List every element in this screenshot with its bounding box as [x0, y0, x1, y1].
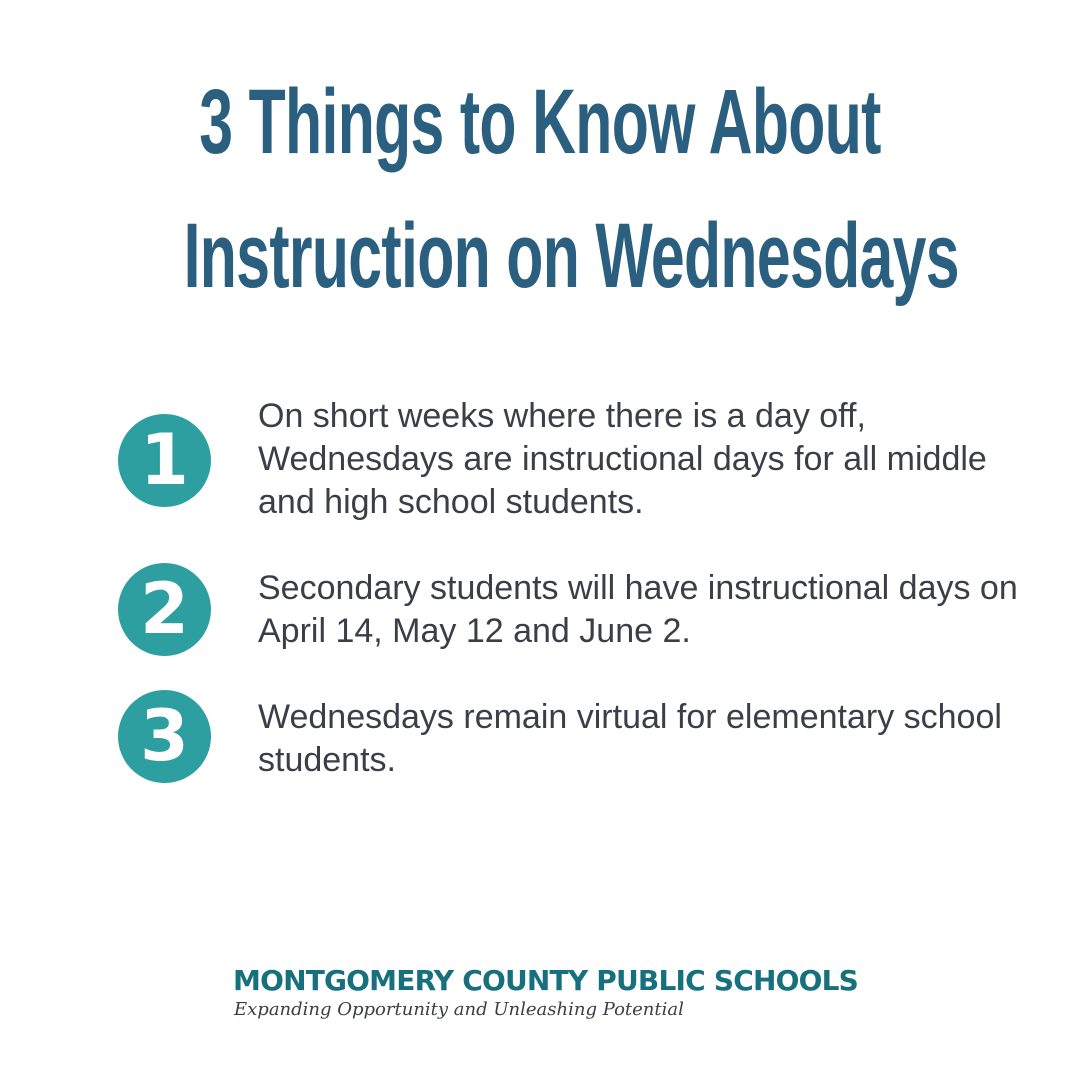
- page-title-line-2: Instruction on Wednesdays: [183, 205, 959, 307]
- list-item-1-text: On short weeks where there is a day off, Wednesdays are instructional days for all middle and high school students.: [258, 397, 987, 521]
- list-item-2-text: Secondary students will have instructional days on April 14, May 12 and June 2.: [258, 569, 1018, 650]
- number-badge-3: 3: [118, 690, 211, 783]
- list-item-3-text: Wednesdays remain virtual for elementary school students.: [258, 698, 1002, 779]
- page-title-line-1: 3 Things to Know About: [199, 71, 881, 173]
- organization-tagline: Expanding Opportunity and Unleashing Potential: [234, 999, 684, 1020]
- organization-name: MONTGOMERY COUNTY PUBLIC SCHOOLS: [233, 964, 858, 997]
- number-badge-1: 1: [118, 414, 211, 507]
- number-badge-2: 2: [118, 563, 211, 656]
